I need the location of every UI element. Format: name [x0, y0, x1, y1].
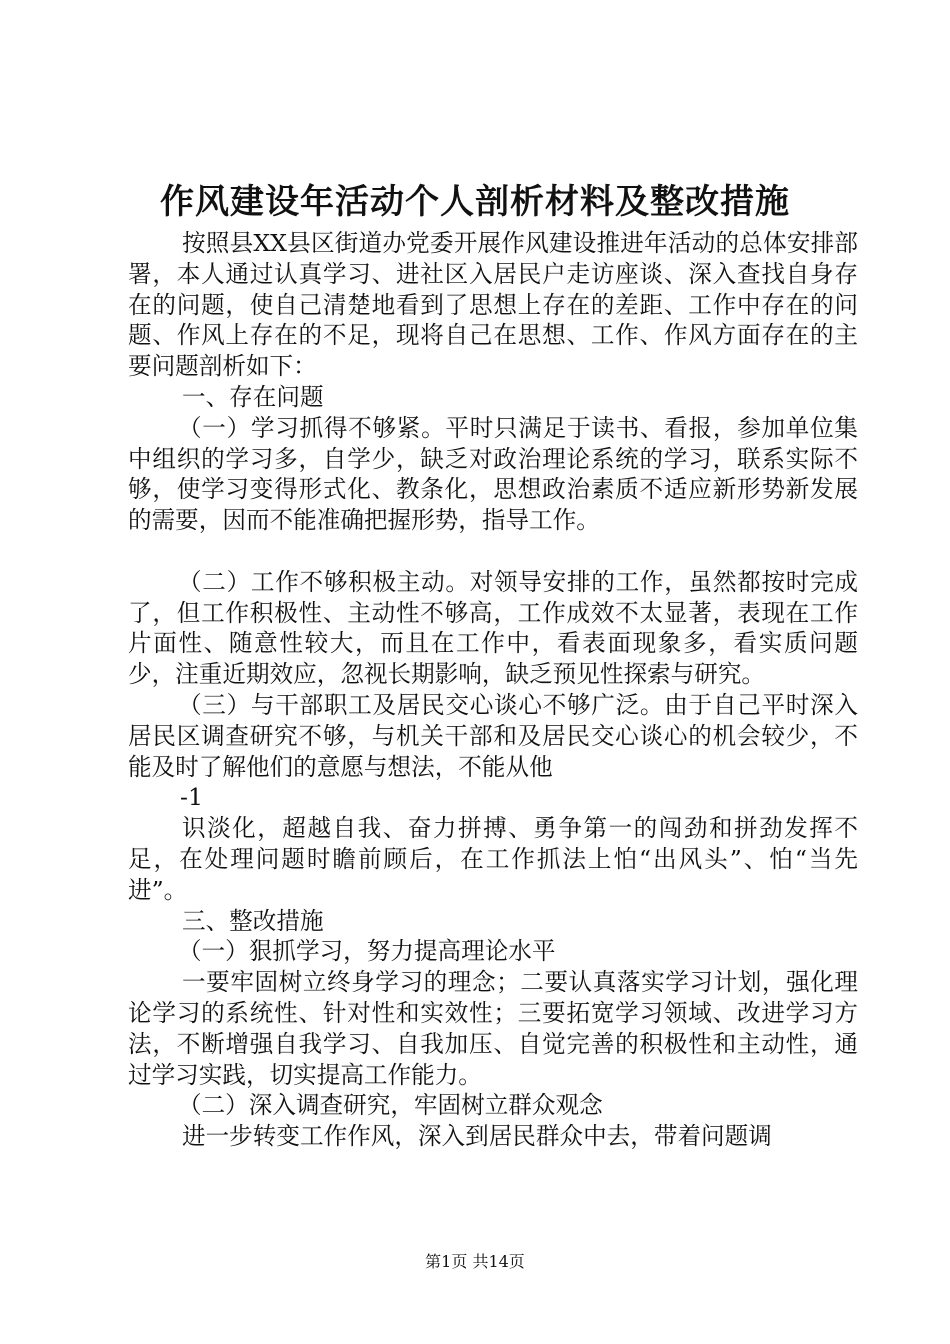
measure-heading-1: （一）狠抓学习，努力提高理论水平 [178, 937, 556, 966]
problem-paragraph-1: （一）学习抓得不够紧。平时只满足于读书、看报，参加单位集中组织的学习多，自学少，缺乏对政治理论系统的学习，联系实际不够，使学习变得形式化、教条化，思想政治素质不适应新形势新发展的需要，因而不能准确把握形势，指导工作。 [128, 413, 858, 535]
problem-paragraph-3: （三）与干部职工及居民交心谈心不够广泛。由于自己平时深入居民区调查研究不够，与机关干部和及居民交心谈心的机会较少，不能及时了解他们的意愿与想法，不能从他 [128, 690, 858, 781]
section-heading-problems: 一、存在问题 [182, 382, 324, 411]
measure-paragraph-2: 进一步转变工作作风，深入到居民群众中去，带着问题调 [182, 1122, 772, 1151]
measure-heading-2: （二）深入调查研究，牢固树立群众观念 [178, 1091, 603, 1120]
continuation-paragraph: 识淡化，超越自我、奋力拼搏、勇争第一的闯劲和拼劲发挥不足，在处理问题时瞻前顾后，在工作抓法上怕“出风头”、怕“当先进”。 [128, 814, 858, 904]
measure-paragraph-1: 一要牢固树立终身学习的理念；二要认真落实学习计划，强化理论学习的系统性、针对性和实效性；三要拓宽学习领域、改进学习方法，不断增强自我学习、自我加压、自觉完善的积极性和主动性，通过学习实践，切实提高工作能力。 [128, 968, 858, 1089]
problem-paragraph-2: （二）工作不够积极主动。对领导安排的工作，虽然都按时完成了，但工作积极性、主动性不够高，工作成效不太显著，表现在工作片面性、随意性较大，而且在工作中，看表面现象多，看实质问题少，注重近期效应，忽视长期影响，缺乏预见性探索与研究。 [128, 567, 858, 689]
document-body [128, 228, 858, 1152]
page-number-footer: 第1页 共14页 [425, 1252, 525, 1271]
intro-paragraph: 按照县XX县区街道办党委开展作风建设推进年活动的总体安排部署，本人通过认真学习、进社区入居民户走访座谈、深入查找自身存在的问题，使自己清楚地看到了思想上存在的差距、工作中存在的问题、作风上存在的不足，现将自己在思想、工作、作风方面存在的主要问题剖析如下： [128, 229, 858, 381]
section-heading-measures: 三、整改措施 [182, 906, 324, 935]
document-title: 作风建设年活动个人剖析材料及整改措施 [160, 182, 790, 222]
page-break-marker: -1 [180, 783, 203, 812]
